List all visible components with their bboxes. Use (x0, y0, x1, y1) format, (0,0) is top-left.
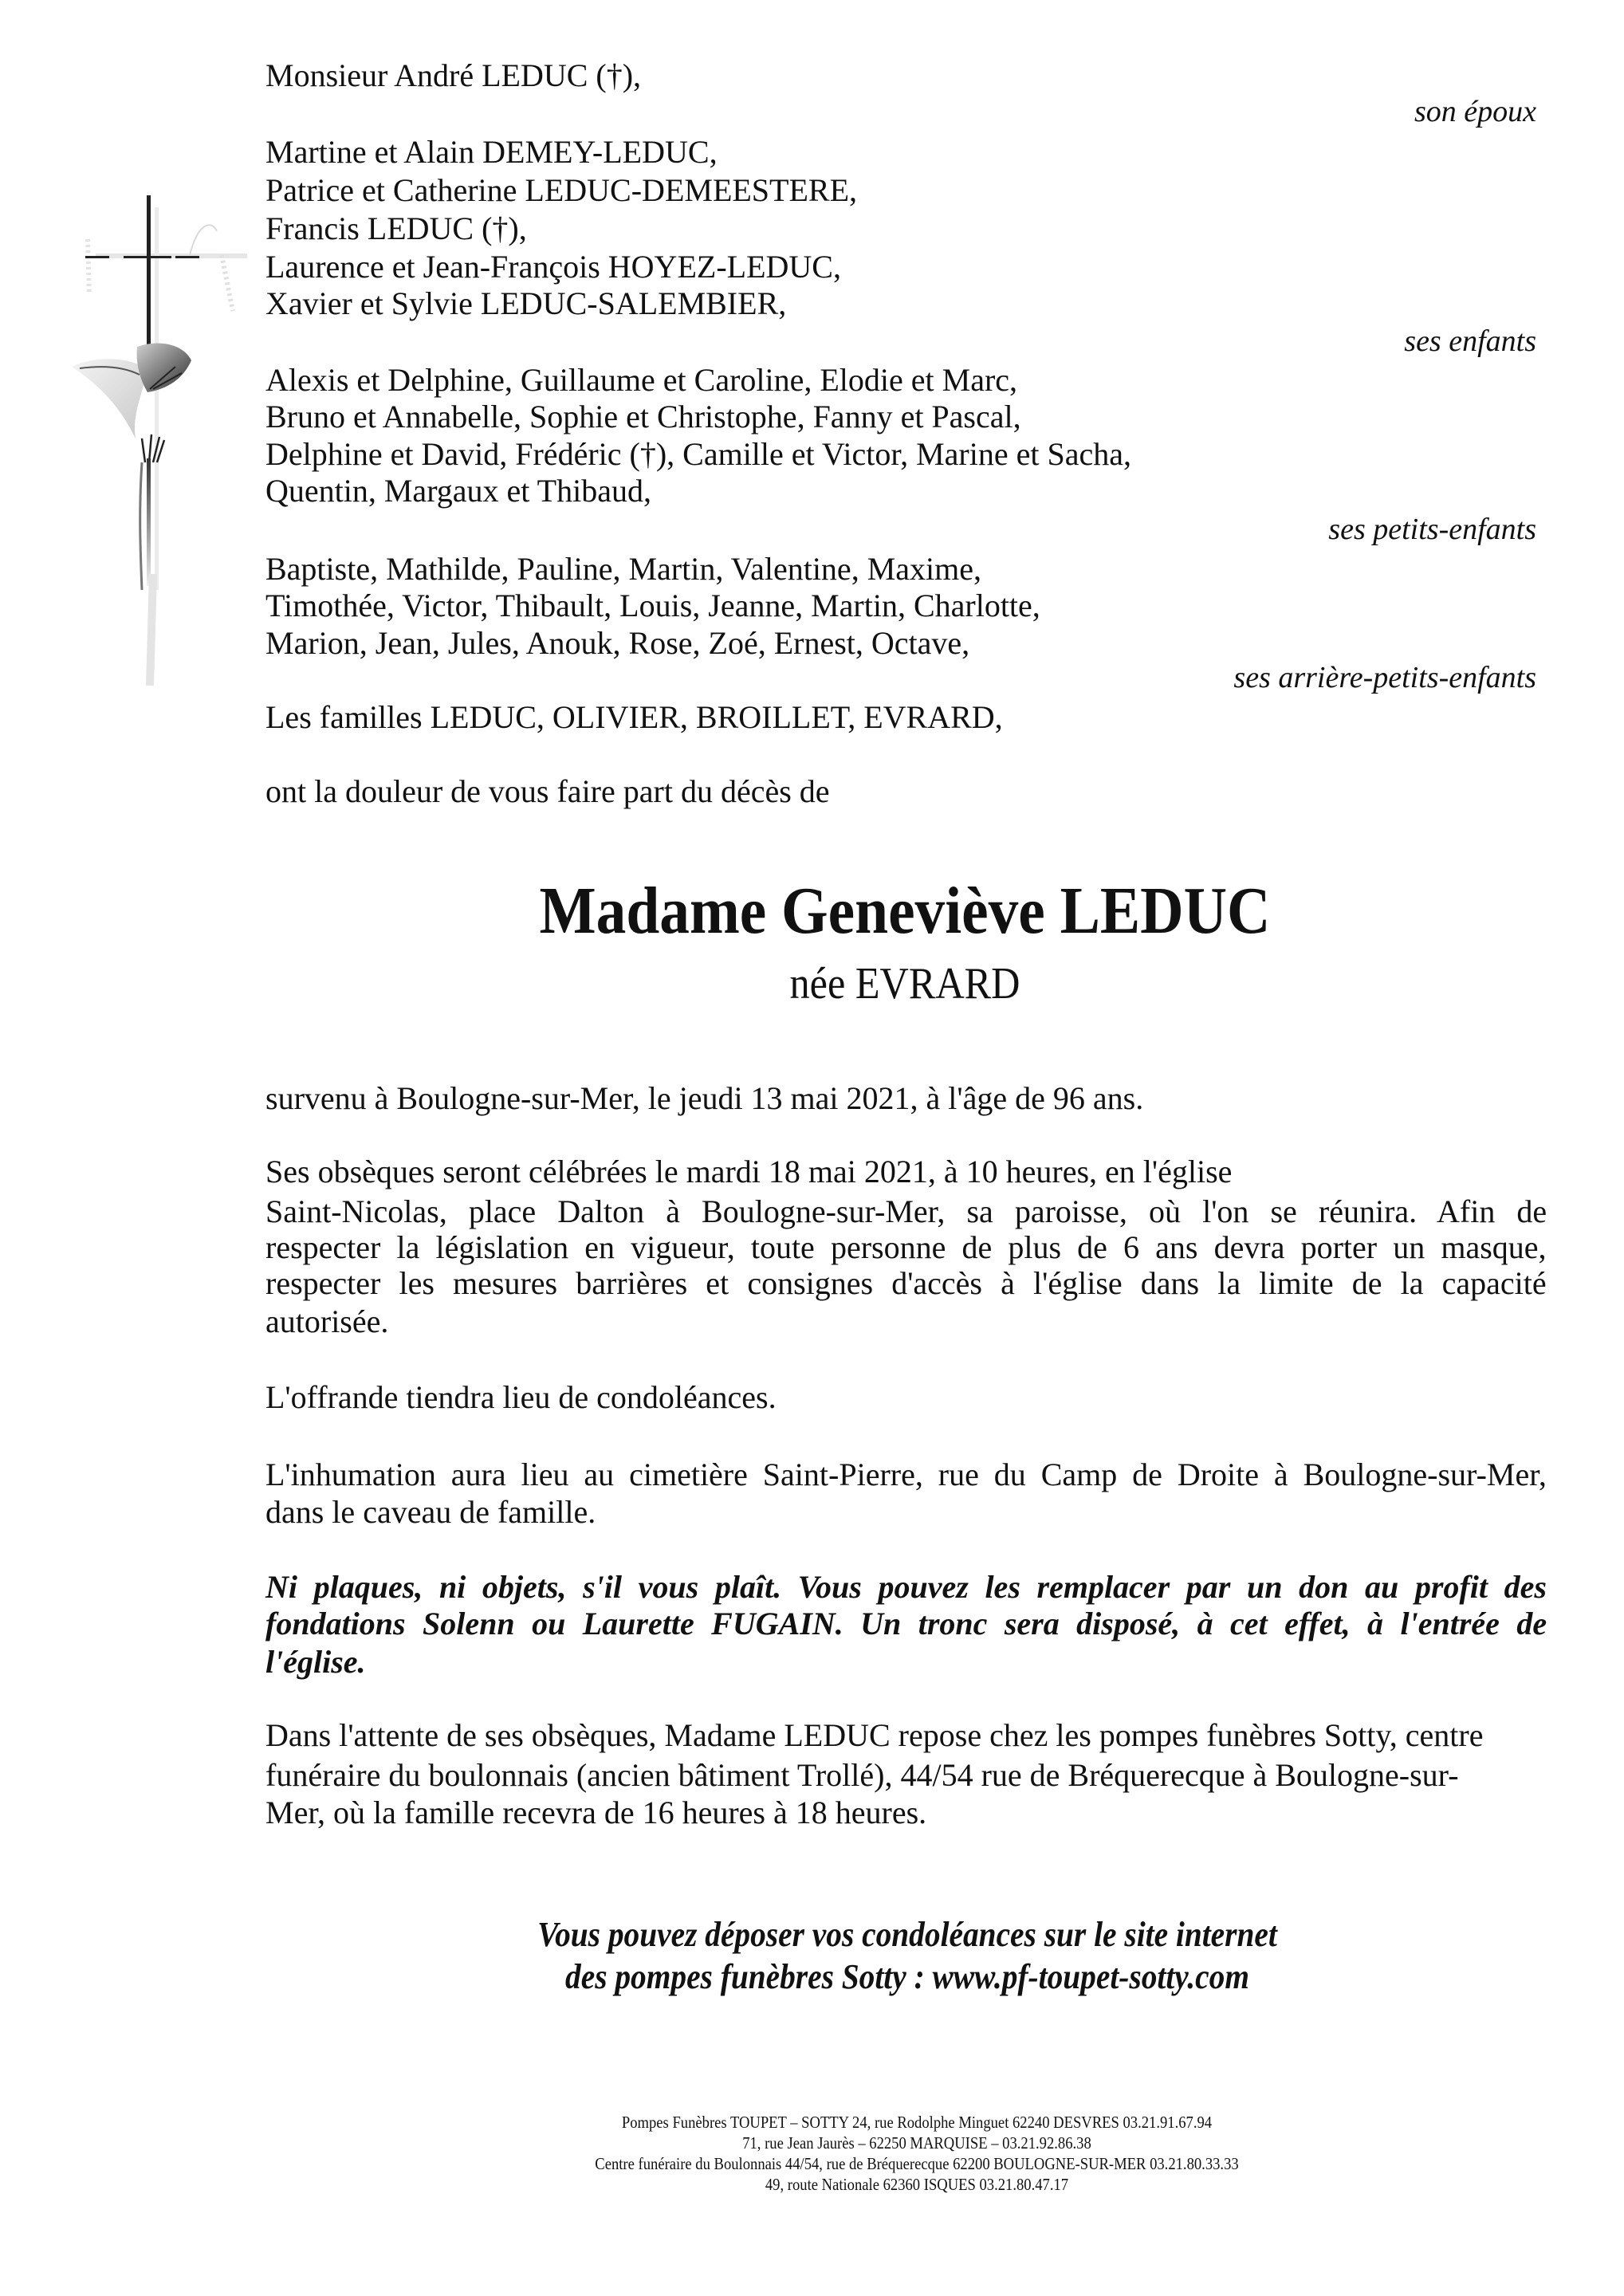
great-grandchildren-line: Timothée, Victor, Thibault, Louis, Jeanne, Martin, Charlotte, (265, 588, 1040, 623)
children-line: Patrice et Catherine LEDUC-DEMEESTERE, (265, 172, 858, 208)
burial-line: dans le caveau de famille. (265, 1494, 596, 1530)
grandchildren-line: Bruno et Annabelle, Sophie et Christophe, Fanny et Pascal, (265, 399, 1021, 434)
relation-label-children: ses enfants (1404, 324, 1536, 358)
relation-label-great-grandchildren: ses arrière-petits-enfants (1233, 661, 1536, 694)
offering-paragraph: L'offrande tiendra lieu de condoléances. (265, 1379, 777, 1415)
children-line: Xavier et Sylvie LEDUC-SALEMBIER, (265, 285, 787, 321)
repose-line: Mer, où la famille recevra de 16 heures à 18 heures. (265, 1795, 927, 1830)
condolences-website-line: des pompes funèbres Sotty : www.pf-toupet-sotty.com (565, 1957, 1249, 1996)
great-grandchildren-line: Baptiste, Mathilde, Pauline, Martin, Valentine, Maxime, (265, 551, 981, 587)
funeral-line: respecter les mesures barrières et consignes d'accès à l'église dans la limite de la capacité (265, 1265, 1547, 1301)
footer-address-line: 71, rue Jean Jaurès – 62250 MARQUISE – 03.21.92.86.38 (742, 2133, 1091, 2152)
great-grandchildren-line: Marion, Jean, Jules, Anouk, Rose, Zoé, Ernest, Octave, (265, 625, 970, 661)
grandchildren-line: Quentin, Margaux et Thibaud, (265, 473, 651, 509)
children-line: Francis LEDUC (†), (265, 210, 527, 246)
no-flowers-line: Ni plaques, ni objets, s'il vous plaît. Vous pouvez les remplacer par un don au profit des (265, 1569, 1547, 1605)
funeral-line: Ses obsèques seront célébrées le mardi 18 mai 2021, à 10 heures, en l'église (265, 1154, 1233, 1189)
footer-address-line: Pompes Funèbres TOUPET – SOTTY 24, rue Rodolphe Minguet 62240 DESVRES 03.21.91.67.94 (621, 2113, 1213, 2132)
funeral-line: autorisée. (265, 1303, 389, 1339)
grandchildren-line: Alexis et Delphine, Guillaume et Caroline, Elodie et Marc, (265, 362, 1018, 398)
funeral-line: Saint-Nicolas, place Dalton à Boulogne-sur-Mer, sa paroisse, où l'on se réunira. Afin de (265, 1193, 1547, 1229)
announcement-line: ont la douleur de vous faire part du décès de (265, 773, 830, 809)
deceased-name: Madame Geneviève LEDUC (539, 874, 1271, 948)
children-line: Laurence et Jean-François HOYEZ-LEDUC, (265, 249, 841, 285)
cross-with-calla-lily-icon (48, 175, 255, 718)
repose-line: Dans l'attente de ses obsèques, Madame LEDUC repose chez les pompes funèbres Sotty, centre (265, 1717, 1484, 1753)
footer-address-line: Centre funéraire du Boulonnais 44/54, rue de Bréquerecque 62200 BOULOGNE-SUR-MER 03.21.80.33.33 (595, 2154, 1239, 2173)
repose-line: funéraire du boulonnais (ancien bâtiment Trollé), 44/54 rue de Bréquerecque à Boulogne-sur- (265, 1757, 1459, 1793)
condolences-line: Vous pouvez déposer vos condoléances sur le site internet (537, 1915, 1277, 1954)
no-flowers-line: fondations Solenn ou Laurette FUGAIN. Un tronc sera disposé, à cet effet, à l'entrée de (265, 1606, 1547, 1641)
death-paragraph: survenu à Boulogne-sur-Mer, le jeudi 13 mai 2021, à l'âge de 96 ans. (265, 1080, 1144, 1116)
grandchildren-line: Delphine et David, Frédéric (†), Camille et Victor, Marine et Sacha, (265, 436, 1131, 472)
relation-label-spouse: son époux (1414, 95, 1536, 128)
extended-families-line: Les familles LEDUC, OLIVIER, BROILLET, EVRARD, (265, 699, 1003, 735)
no-flowers-line: l'église. (265, 1644, 366, 1680)
deceased-maiden-name: née EVRARD (789, 959, 1020, 1008)
burial-line: L'inhumation aura lieu au cimetière Saint-Pierre, rue du Camp de Droite à Boulogne-sur-Mer, (265, 1457, 1547, 1492)
footer-address-line: 49, route Nationale 62360 ISQUES 03.21.80.47.17 (765, 2175, 1069, 2194)
relation-label-grandchildren: ses petits-enfants (1328, 513, 1536, 546)
children-line: Martine et Alain DEMEY-LEDUC, (265, 134, 718, 170)
funeral-line: respecter la législation en vigueur, toute personne de plus de 6 ans devra porter un masque, (265, 1229, 1547, 1265)
spouse-line: Monsieur André LEDUC (†), (265, 57, 642, 93)
